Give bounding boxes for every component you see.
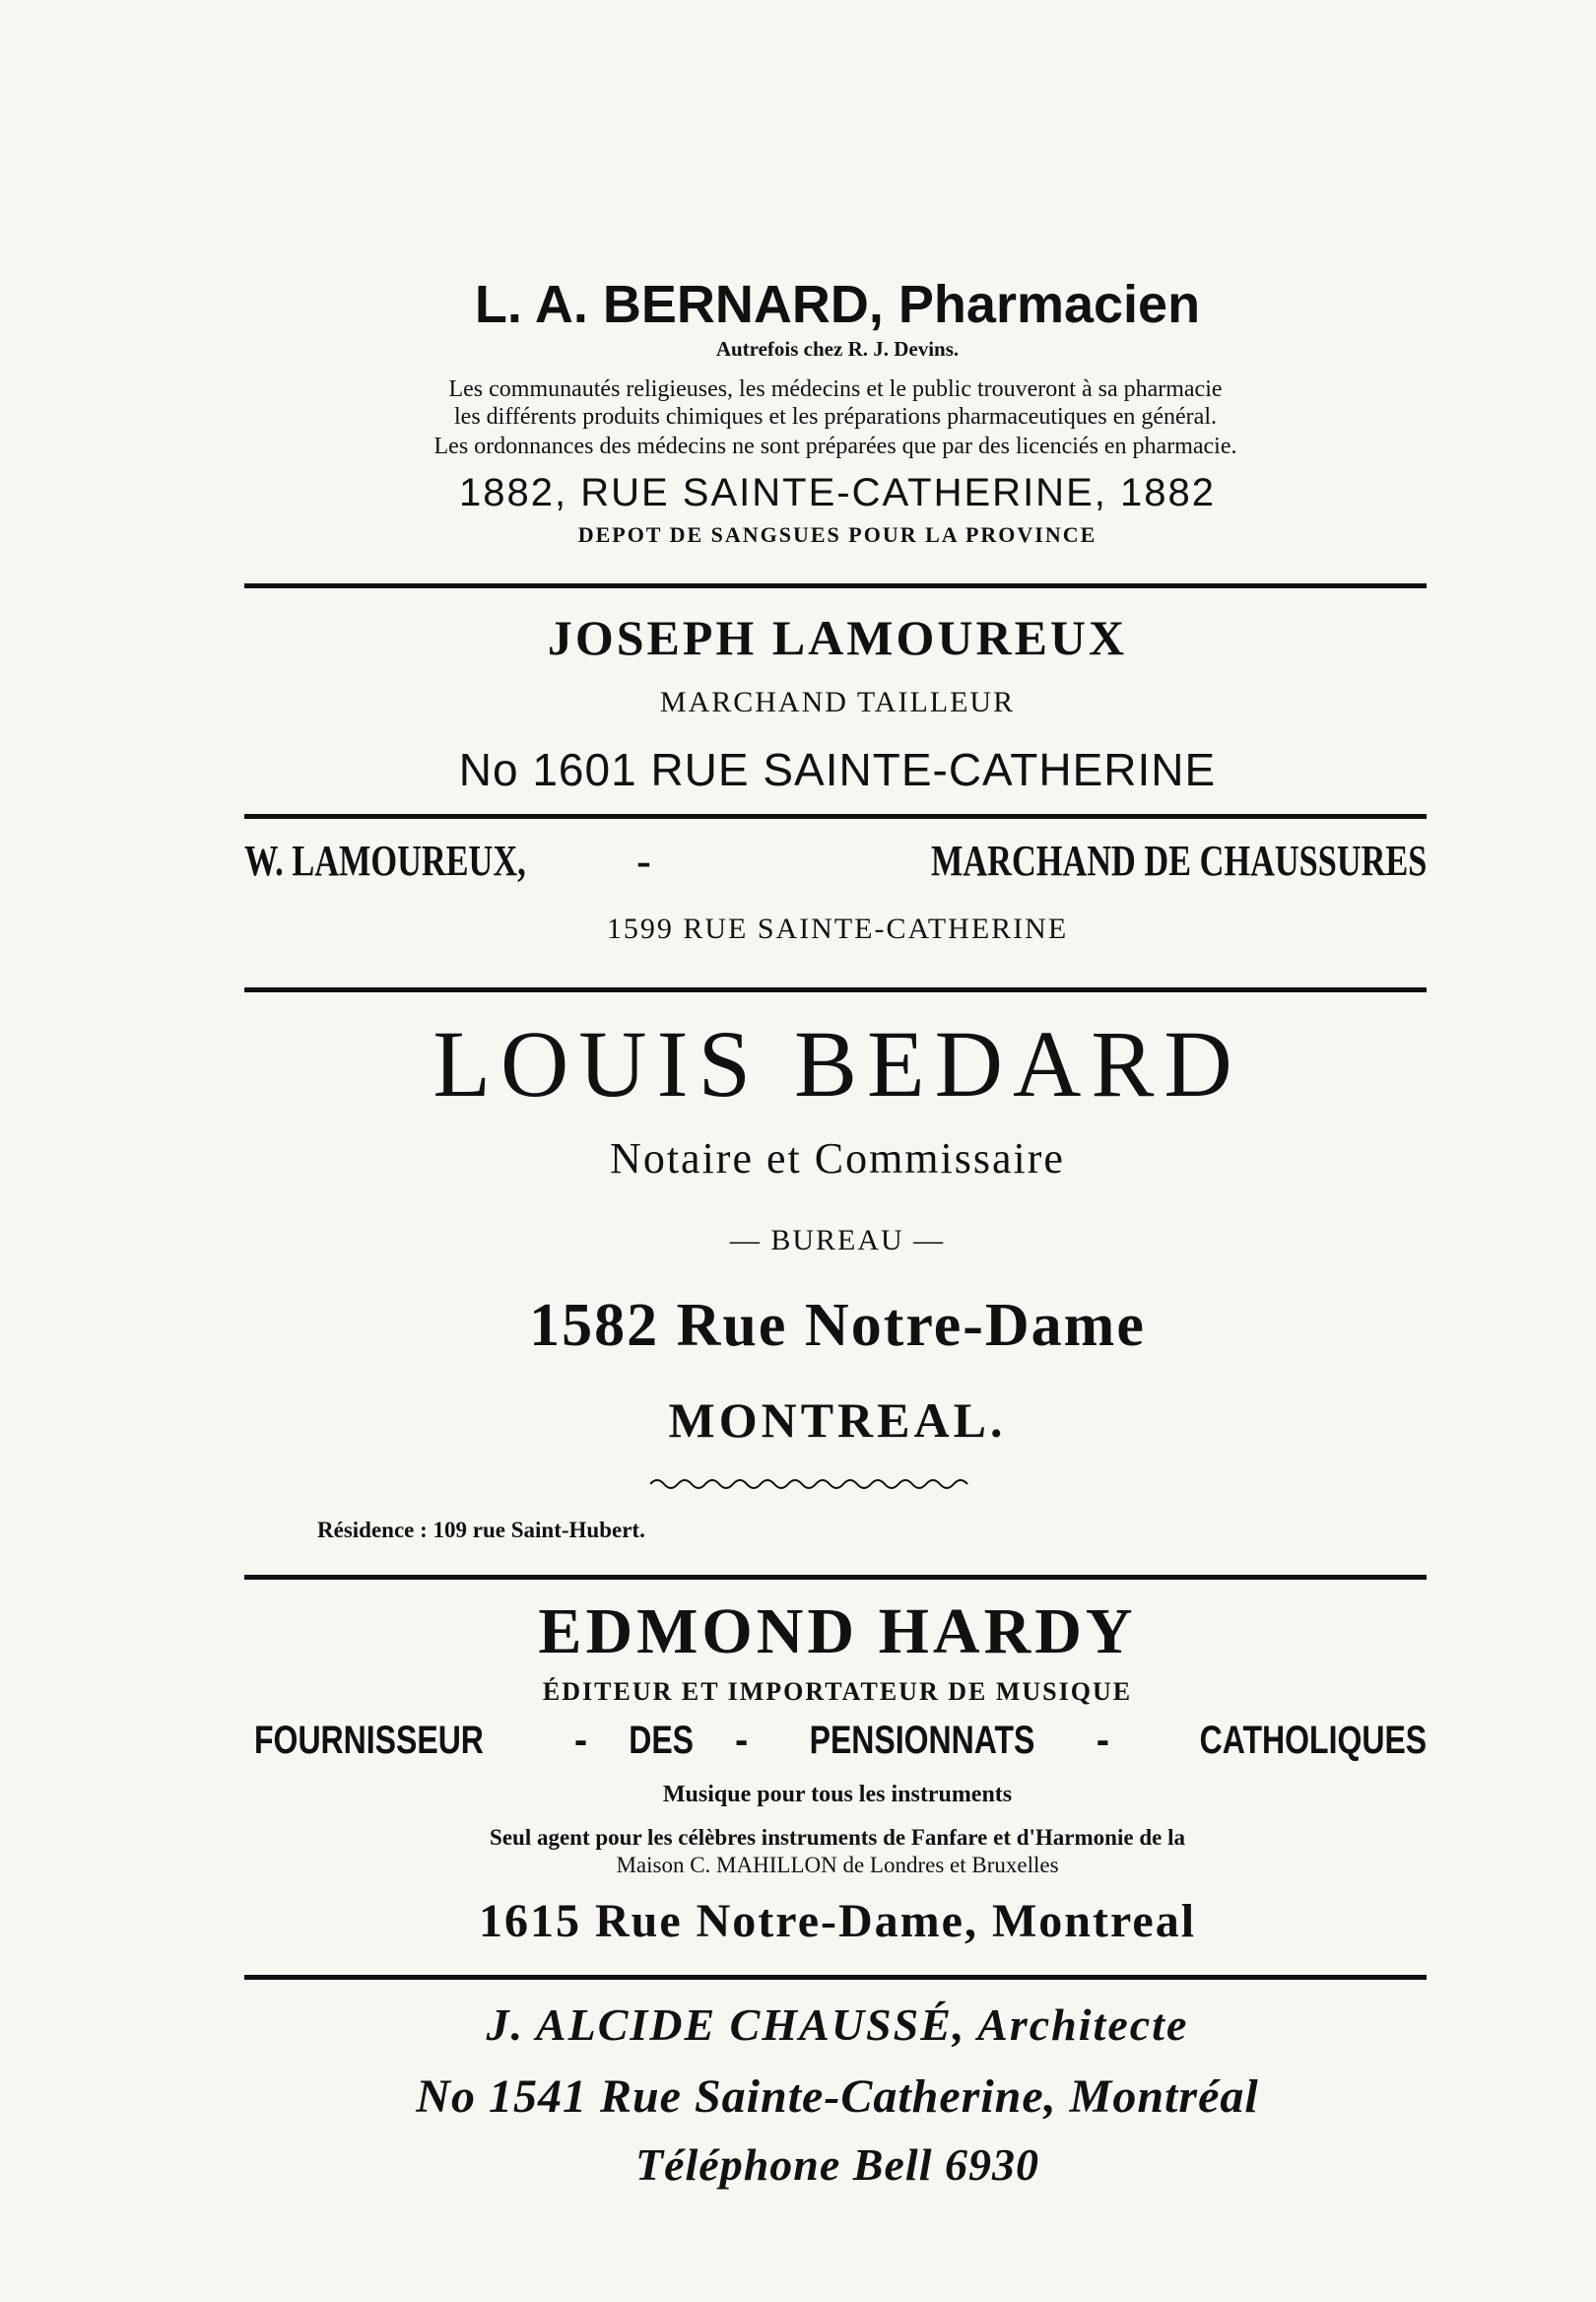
hardy-supplier-4: CATHOLIQUES	[1199, 1719, 1427, 1762]
hardy-name: EDMOND HARDY	[538, 1595, 1137, 1667]
hardy-supplier-1: FOURNISSEUR	[254, 1719, 484, 1762]
chausse-address: No 1541 Rue Sainte-Catherine, Montréal	[416, 2070, 1259, 2123]
bedard-address: 1582 Rue Notre-Dame	[529, 1292, 1146, 1359]
bedard-bureau: — BUREAU —	[729, 1224, 946, 1256]
w-lamoureux-name: W. LAMOUREUX,	[244, 837, 526, 885]
joseph-lamoureux-address: No 1601 RUE SAINTE-CATHERINE	[458, 744, 1217, 795]
hardy-supplier-dash-3: -	[1096, 1719, 1110, 1762]
hardy-supplier-dash-2: -	[734, 1719, 749, 1762]
w-lamoureux-row	[244, 836, 1427, 886]
divider-3	[244, 987, 1427, 992]
bernard-name: L. A. BERNARD, Pharmacien	[474, 275, 1201, 334]
divider-4	[244, 1575, 1427, 1580]
bernard-depot: DEPOT DE SANGSUES POUR LA PROVINCE	[577, 522, 1097, 547]
hardy-agent-1: Seul agent pour les célèbres instruments de Fanfare et d'Harmonie de la	[490, 1825, 1185, 1850]
divider-1	[244, 583, 1427, 588]
hardy-trade: ÉDITEUR ET IMPORTATEUR DE MUSIQUE	[542, 1677, 1133, 1706]
hardy-supplier-dash-1: -	[573, 1719, 588, 1762]
w-lamoureux-dash: -	[636, 837, 651, 885]
bernard-line-2: les différents produits chimiques et les préparations pharmaceutiques en général.	[454, 404, 1217, 430]
joseph-lamoureux-trade: MARCHAND TAILLEUR	[659, 686, 1016, 718]
bedard-residence: Résidence : 109 rue Saint-Hubert.	[317, 1518, 645, 1542]
wavy-ornament	[650, 1474, 975, 1494]
hardy-instruments: Musique pour tous les instruments	[662, 1782, 1013, 1807]
hardy-agent-2: Maison C. MAHILLON de Londres et Bruxelles	[616, 1853, 1059, 1877]
hardy-address: 1615 Rue Notre-Dame, Montreal	[478, 1895, 1197, 1947]
bedard-title: Notaire et Commissaire	[610, 1134, 1065, 1183]
chausse-name: J. ALCIDE CHAUSSÉ, Architecte	[486, 1999, 1189, 2050]
hardy-supplier-3: PENSIONNATS	[809, 1719, 1035, 1762]
divider-2	[244, 814, 1427, 819]
w-lamoureux-address: 1599 RUE SAINTE-CATHERINE	[606, 913, 1069, 945]
bernard-line-3: Les ordonnances des médecins ne sont préparées que par des licenciés en pharmacie.	[433, 434, 1237, 459]
bernard-line-1: Les communautés religieuses, les médecins et le public trouveront à sa pharmacie	[448, 376, 1223, 402]
hardy-supplier-2: DES	[629, 1719, 694, 1762]
w-lamoureux-trade: MARCHAND DE CHAUSSURES	[930, 837, 1427, 885]
joseph-lamoureux-name: JOSEPH LAMOUREUX	[547, 610, 1128, 665]
bernard-former: Autrefois chez R. J. Devins.	[715, 337, 960, 361]
chausse-phone: Téléphone Bell 6930	[635, 2139, 1039, 2190]
bedard-name: LOUIS BEDARD	[432, 1011, 1242, 1117]
bernard-address: 1882, RUE SAINTE-CATHERINE, 1882	[459, 471, 1216, 514]
bedard-city: MONTREAL.	[668, 1392, 1007, 1448]
hardy-supplier-row	[254, 1719, 1427, 1763]
divider-5	[244, 1975, 1427, 1980]
